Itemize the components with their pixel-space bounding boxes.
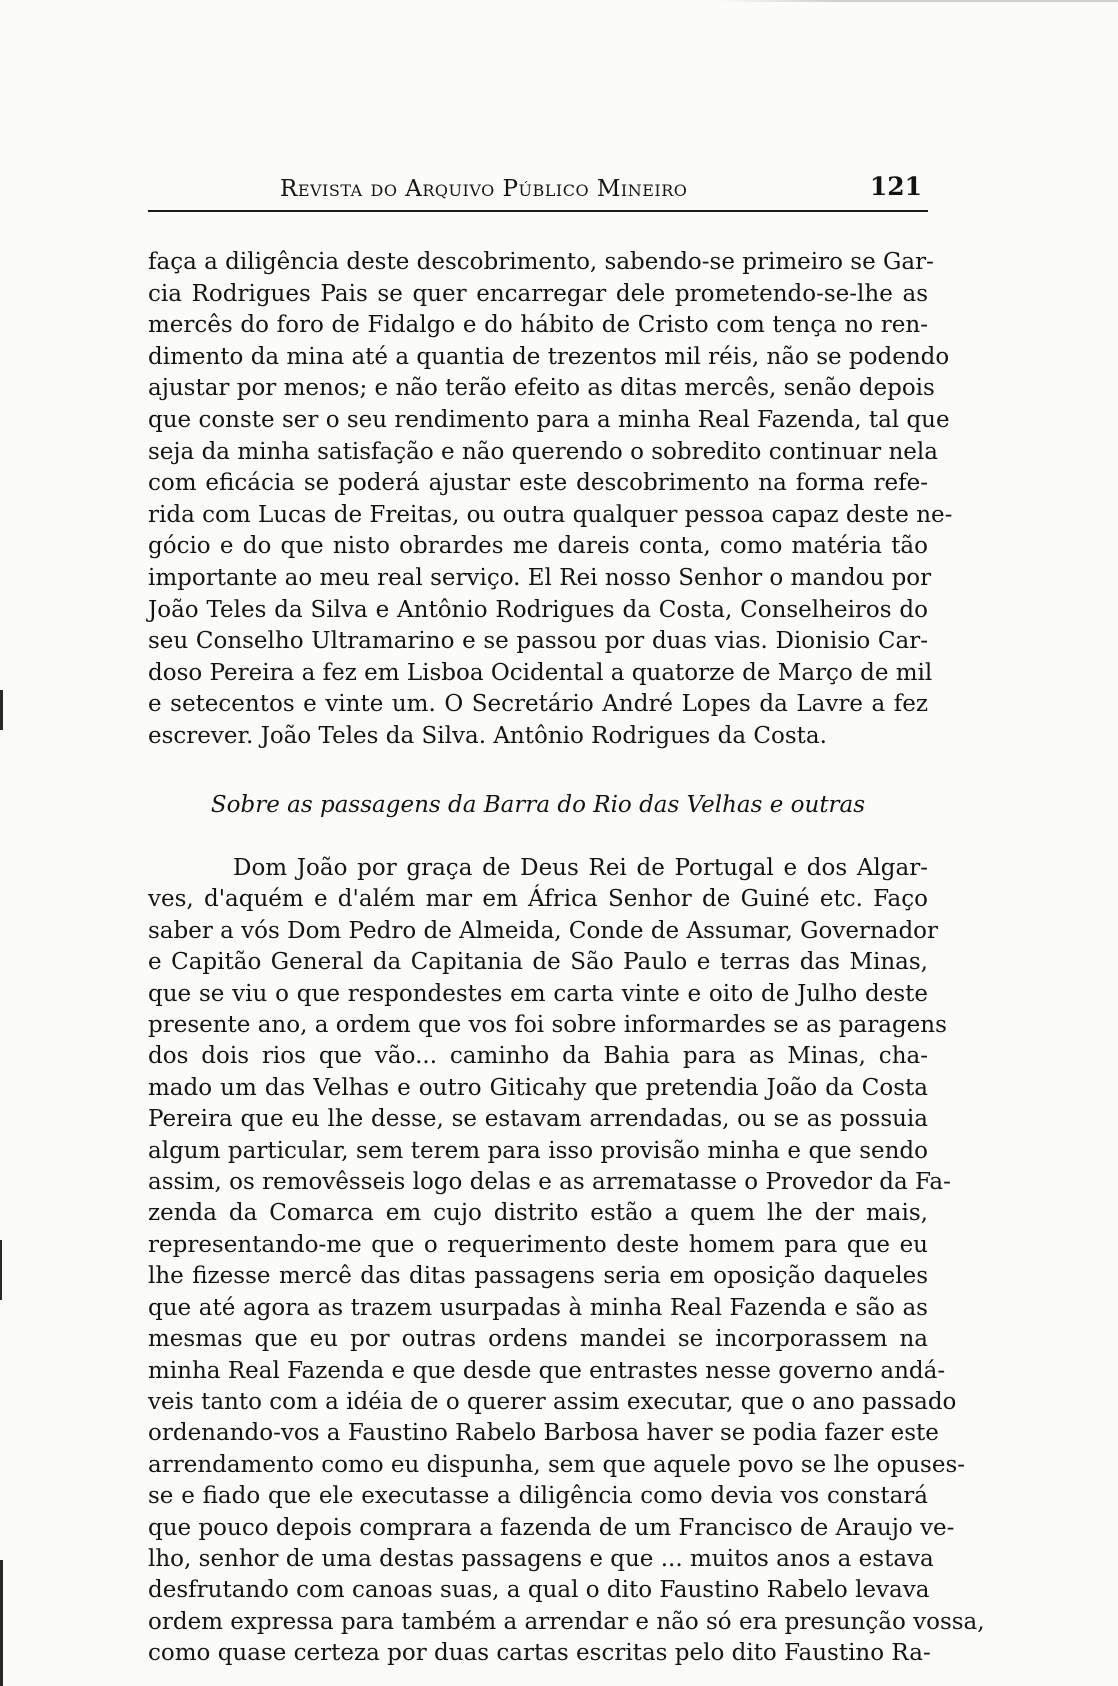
- text-line: gócio e do que nisto obrardes me dareis conta, como matéria tão: [148, 533, 928, 560]
- text-line: Pereira que eu lhe desse, se estavam arrendadas, ou se as possuia: [148, 1106, 928, 1133]
- paragraph-letter: [148, 853, 985, 1670]
- text-line: que conste ser o seu rendimento para a minha Real Fazenda, tal que: [148, 406, 950, 433]
- text-line: saber a vós Dom Pedro de Almeida, Conde de Assumar, Governador: [148, 917, 939, 944]
- text-line: doso Pereira a fez em Lisboa Ocidental a quatorze de Março de mil: [148, 659, 933, 686]
- text-line: que até agora as trazem usurpadas à minha Real Fazenda e são as: [148, 1294, 928, 1321]
- text-line: como quase certeza por duas cartas escritas pelo dito Faustino Ra-: [148, 1640, 931, 1667]
- text-line: ordem expressa para também a arrendar e não só era presunção vossa,: [148, 1608, 985, 1635]
- text-line: algum particular, sem terem para isso provisão minha e que sendo: [148, 1137, 928, 1164]
- text-line: dos dois rios que vão... caminho da Bahia para as Minas, cha-: [148, 1043, 928, 1070]
- text-line: Dom João por graça de Deus Rei de Portugal e dos Algar-: [233, 855, 928, 881]
- binding-edge-mark: [0, 1560, 3, 1686]
- section-title: Sobre as passagens da Barra do Rio das Velhas e outras: [210, 792, 866, 818]
- text-line: escrever. João Teles da Silva. Antônio Rodrigues da Costa.: [148, 722, 827, 749]
- text-line: mado um das Velhas e outro Giticahy que pretendia João da Costa: [148, 1074, 928, 1101]
- text-line: com eficácia se poderá ajustar este descobrimento na forma refe-: [148, 470, 928, 497]
- binding-edge-mark: [0, 1240, 2, 1300]
- text-line: mercês do foro de Fidalgo e do hábito de Cristo com tença no ren-: [148, 312, 928, 339]
- text-line: ves, d'aquém e d'além mar em África Senhor de Guiné etc. Faço: [148, 886, 928, 913]
- binding-edge-mark: [0, 690, 3, 730]
- text-line: dimento da mina até a quantia de trezentos mil réis, não se podendo: [148, 343, 950, 370]
- text-line: e Capitão General da Capitania de São Paulo e terras das Minas,: [148, 949, 928, 976]
- text-line: assim, os removêsseis logo delas e as arrematasse o Provedor da Fa-: [148, 1169, 951, 1196]
- text-line: faça a diligência deste descobrimento, sabendo-se primeiro se Gar-: [148, 249, 934, 275]
- text-line: seu Conselho Ultramarino e se passou por duas vias. Dionisio Car-: [148, 628, 928, 655]
- text-line: e setecentos e vinte um. O Secretário André Lopes da Lavre a fez: [148, 691, 928, 718]
- page-number: 121: [869, 172, 922, 201]
- text-line: veis tanto com a idéia de o querer assim executar, que o ano passado: [148, 1388, 957, 1415]
- text-line: que se viu o que respondestes em carta vinte e oito de Julho deste: [148, 980, 928, 1007]
- text-line: zenda da Comarca em cujo distrito estão a quem lhe der mais,: [148, 1200, 928, 1227]
- text-line: mesmas que eu por outras ordens mandei se incorporassem na: [148, 1326, 928, 1353]
- text-line: cia Rodrigues Pais se quer encarregar dele prometendo-se-lhe as: [148, 280, 928, 307]
- text-line: se e fiado que ele executasse a diligência como devia vos constará: [148, 1483, 928, 1510]
- text-line: rida com Lucas de Freitas, ou outra qualquer pessoa capaz deste ne-: [148, 501, 953, 528]
- text-line: que pouco depois comprara a fazenda de um Francisco de Araujo ve-: [148, 1514, 955, 1541]
- text-line: arrendamento como eu dispunha, sem que aquele povo se lhe opuses-: [148, 1451, 966, 1478]
- text-line: lhe fizesse mercê das ditas passagens seria em oposição daqueles: [148, 1263, 928, 1290]
- text-line: João Teles da Silva e Antônio Rodrigues da Costa, Conselheiros do: [148, 596, 928, 623]
- text-line: presente ano, a ordem que vos foi sobre informardes se as paragens: [148, 1012, 947, 1039]
- running-head: Revista do Arquivo Público Mineiro: [280, 176, 688, 202]
- text-line: seja da minha satisfação e não querendo o sobredito continuar nela: [148, 438, 938, 465]
- text-line: desfrutando com canoas suas, a qual o dito Faustino Rabelo levava: [148, 1577, 930, 1604]
- text-line: ordenando-vos a Faustino Rabelo Barbosa haver se podia fazer este: [148, 1420, 939, 1447]
- text-line: lho, senhor de uma destas passagens e que ... muitos anos a estava: [148, 1545, 934, 1572]
- scan-edge: [718, 0, 1118, 2]
- paragraph-continued: [148, 247, 953, 753]
- text-line: representando-me que o requerimento deste homem para que eu: [148, 1231, 928, 1258]
- header-rule: [148, 210, 928, 212]
- text-line: ajustar por menos; e não terão efeito as ditas mercês, senão depois: [148, 375, 935, 402]
- text-line: minha Real Fazenda e que desde que entrastes nesse governo andá-: [148, 1357, 946, 1384]
- text-line: importante ao meu real serviço. El Rei nosso Senhor o mandou por: [148, 564, 932, 591]
- page-header: [148, 172, 928, 212]
